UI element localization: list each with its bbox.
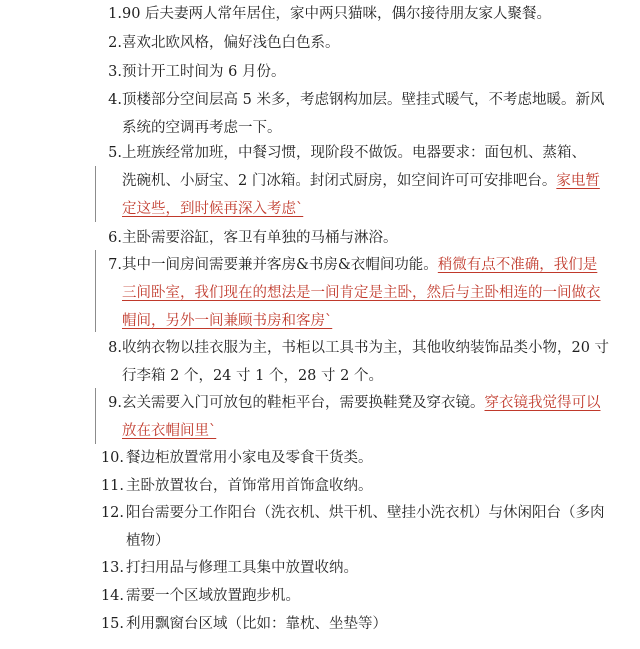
item-number: 4. [108, 92, 122, 108]
item-line: 主卧放置妆台，首饰常用首饰盒收纳。 [126, 478, 373, 494]
item-line: 餐边柜放置常用小家电及零食干货类。 [126, 450, 373, 466]
item-number: 6. [108, 230, 122, 246]
review-comment: 稍微有点不准确，我们是 [437, 257, 598, 273]
item-line [122, 389, 622, 417]
item-text [126, 610, 622, 638]
item-line: 主卧需要浴缸，客卫有单独的马桶与淋浴。 [122, 230, 398, 246]
item-line: 植物） [126, 533, 170, 549]
item-line: 行李箱 2 个，24 寸 1 个，28 寸 2 个。 [122, 368, 383, 384]
item-number: 14. [100, 588, 124, 604]
review-comment: 穿衣镜我觉得可以 [484, 395, 601, 411]
revision-bar-item-5 [95, 166, 96, 222]
item-text [122, 224, 622, 252]
item-text [122, 334, 622, 390]
item-number: 1. [108, 6, 122, 22]
item-number: 15. [100, 616, 124, 632]
item-line [122, 139, 622, 167]
item-line: 利用飘窗台区域（比如：靠枕、坐垫等） [126, 616, 387, 632]
revision-bar-item-9 [95, 388, 96, 444]
review-comment: 定这些，到时候再深入考虑` [122, 201, 304, 217]
item-number: 7. [108, 257, 122, 273]
item-text [126, 554, 622, 582]
item-text [122, 29, 622, 57]
item-number: 3. [108, 64, 122, 80]
review-comment: 帽间，另外一间兼顾书房和客房` [122, 313, 333, 329]
item-text [122, 251, 622, 335]
revision-bar-item-7 [95, 250, 96, 332]
review-comment: 放在衣帽间里` [122, 423, 217, 439]
item-number: 5. [108, 145, 122, 161]
item-line: 系统的空调再考虑一下。 [122, 120, 282, 136]
item-line: 打扫用品与修理工具集中放置收纳。 [126, 560, 358, 576]
item-line [122, 307, 622, 335]
item-line [122, 251, 622, 279]
item-line: 收纳衣物以挂衣服为主，书柜以工具书为主，其他收纳装饰品类小物，20 寸 [122, 340, 610, 356]
item-line: 90 后夫妻两人常年居住，家中两只猫咪，偶尔接待朋友家人聚餐。 [122, 6, 552, 22]
review-comment: 家电暂 [556, 173, 600, 189]
item-text [122, 139, 622, 223]
item-text [126, 582, 622, 610]
item-number: 12. [100, 505, 124, 521]
item-text [126, 444, 622, 472]
item-number: 8. [108, 340, 122, 356]
item-line: 阳台需要分工作阳台（洗衣机、烘干机、壁挂小洗衣机）与休闲阳台（多肉 [126, 505, 605, 521]
item-line-text: 上班族经常加班，中餐习惯，现阶段不做饭。电器要求：面包机、蒸箱、 [122, 145, 586, 161]
item-line: 顶楼部分空间层高 5 米多，考虑钢构加层。壁挂式暖气，不考虑地暖。新风 [122, 92, 605, 108]
item-line [122, 167, 622, 195]
item-line [122, 279, 622, 307]
item-number: 2. [108, 35, 122, 51]
item-text [122, 0, 622, 28]
item-text [126, 499, 622, 555]
item-text [122, 86, 622, 142]
item-line: 预计开工时间为 6 月份。 [122, 64, 286, 80]
item-line-text: 玄关需要入门可放包的鞋柜平台，需要换鞋凳及穿衣镜。 [122, 395, 485, 411]
item-line-text: 洗碗机、小厨宝、2 门冰箱。封闭式厨房，如空间许可可安排吧台。 [122, 173, 557, 189]
item-line [122, 195, 622, 223]
item-line-text: 其中一间房间需要兼并客房&书房&衣帽间功能。 [122, 257, 438, 273]
item-number: 9. [108, 395, 122, 411]
item-line: 需要一个区域放置跑步机。 [126, 588, 300, 604]
item-text [122, 389, 622, 445]
item-text [126, 472, 622, 500]
review-comment: 三间卧室，我们现在的想法是一间肯定是主卧，然后与主卧相连的一间做衣 [122, 285, 601, 301]
item-text [122, 58, 622, 86]
item-line: 喜欢北欧风格，偏好浅色白色系。 [122, 35, 340, 51]
item-number: 11. [100, 478, 124, 494]
item-number: 10. [100, 450, 124, 466]
item-line [122, 417, 622, 445]
item-number: 13. [100, 560, 124, 576]
